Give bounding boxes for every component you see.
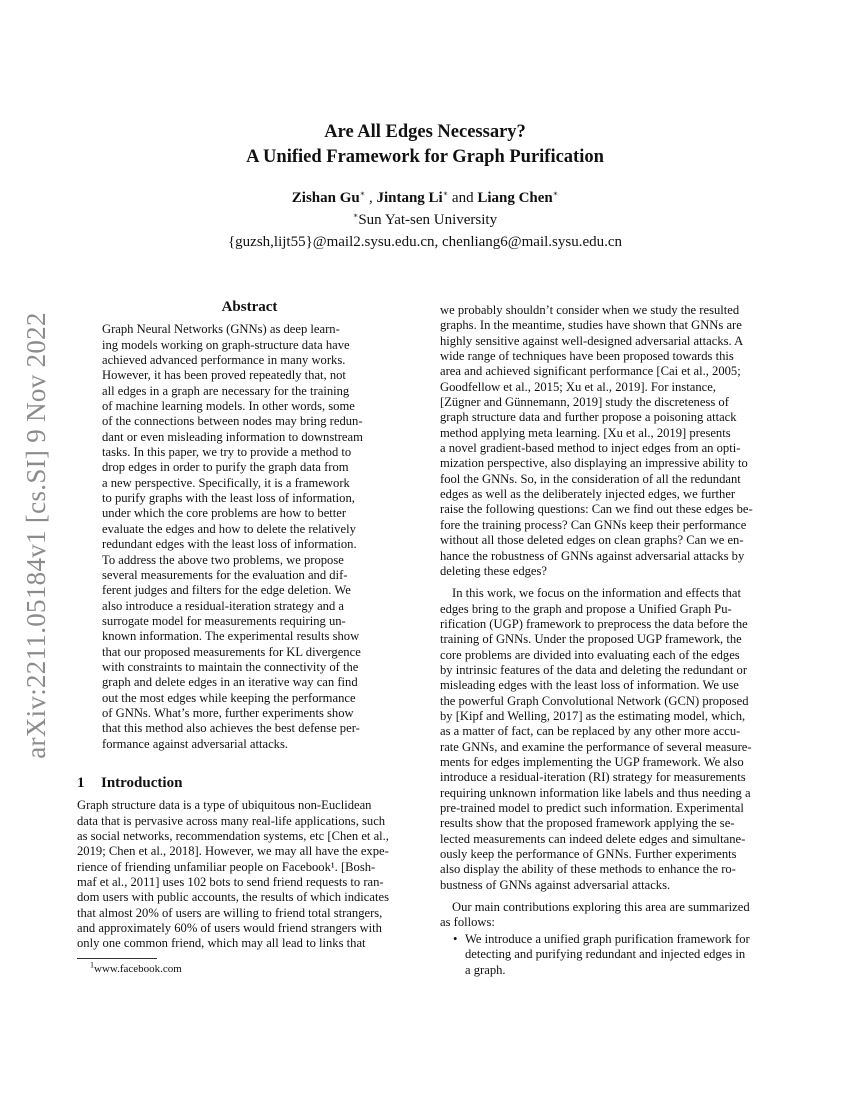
author-separator: and bbox=[451, 190, 474, 206]
abstract-line: under which the core problems are how to better bbox=[102, 506, 347, 521]
section-title: Introduction bbox=[101, 775, 183, 791]
body-line: fool the GNNs. So, in the consideration of all the redundant bbox=[440, 471, 741, 486]
abstract-line: of the connections between nodes may bring redun- bbox=[102, 414, 363, 429]
body-line: Our main contributions exploring this area are summarized bbox=[452, 900, 750, 915]
intro-line: dom users with public accounts, the results of which indicates bbox=[77, 890, 389, 905]
abstract-line: drop edges in order to purify the graph data from bbox=[102, 460, 349, 475]
body-line: graph structure data and further propose a poisoning attack bbox=[440, 410, 737, 425]
bullet-marker: • bbox=[453, 932, 458, 946]
body-line: core problems are divided into evaluating each of the edges bbox=[440, 647, 740, 662]
body-line: without all those deleted edges on clean graphs? Can we en- bbox=[440, 533, 744, 548]
abstract-line: that our proposed measurements for KL divergence bbox=[102, 644, 361, 659]
abstract-line: ing models working on graph-structure data have bbox=[102, 337, 350, 352]
footnote-rule bbox=[77, 958, 157, 959]
abstract-line: achieved advanced performance in many works. bbox=[102, 353, 346, 368]
intro-line: and approximately 60% of users would friend strangers with bbox=[77, 921, 382, 936]
abstract-line: dant or even misleading information to downstream bbox=[102, 429, 363, 444]
body-line: misleading edges with the least loss of information. We use bbox=[440, 678, 739, 693]
section-heading bbox=[77, 776, 412, 791]
abstract-section bbox=[102, 300, 397, 752]
intro-line: that almost 20% of users are willing to friend total strangers, bbox=[77, 905, 383, 920]
author-separator: , bbox=[368, 190, 373, 206]
body-line: ments for edges implementing the UGP framework. We also bbox=[440, 754, 744, 769]
paragraph-continued bbox=[440, 303, 775, 579]
author-mark: ∗ bbox=[552, 189, 559, 198]
abstract-line: graph and delete edges in an iterative way can find bbox=[102, 675, 358, 690]
bullet-line: detecting and purifying redundant and injected edges in bbox=[465, 947, 746, 962]
abstract-line: known information. The experimental results show bbox=[102, 629, 360, 644]
author-name: Liang Chen bbox=[477, 190, 553, 206]
body-line: pre-trained model to predict such information. Experimental bbox=[440, 801, 744, 815]
intro-line: rience of friending unfamiliar people on Facebook¹. [Bosh- bbox=[77, 859, 376, 874]
arxiv-side-stamp bbox=[6, 300, 66, 770]
author-mark: ∗ bbox=[442, 189, 449, 198]
body-line: deleting these edges? bbox=[440, 563, 548, 578]
bullet-line: We introduce a unified graph purification framework for bbox=[465, 932, 750, 946]
body-line: training of GNNs. Under the proposed UGP framework, the bbox=[440, 632, 742, 647]
body-line: hance the robustness of GNNs against adversarial attacks by bbox=[440, 548, 745, 563]
footnote bbox=[90, 960, 182, 975]
right-column bbox=[440, 303, 775, 931]
author-mark: ∗ bbox=[359, 189, 366, 198]
intro-line: maf et al., 2011] uses 102 bots to send friend requests to ran- bbox=[77, 875, 384, 890]
body-line: Goodfellow et al., 2015; Xu et al., 2019]. For instance, bbox=[440, 379, 716, 394]
body-line: area and achieved significant performance [Cai et al., 2005; bbox=[440, 364, 741, 379]
body-line: fore the training process? Can GNNs keep their performance bbox=[440, 517, 747, 532]
body-line: edges as well as the deliberately injected edges, we further bbox=[440, 487, 736, 502]
body-line: rate GNNs, and examine the performance of several measure- bbox=[440, 739, 752, 754]
body-line: In this work, we focus on the information and effects that bbox=[452, 586, 741, 601]
abstract-line: To address the above two problems, we propose bbox=[102, 552, 344, 567]
author-name: Zishan Gu bbox=[291, 190, 360, 206]
abstract-line: tasks. In this paper, we try to provide a method to bbox=[102, 445, 352, 460]
body-line: also display the ability of these methods to enhance the ro- bbox=[440, 862, 736, 877]
body-line: graphs. In the meantime, studies have shown that GNNs are bbox=[440, 318, 742, 333]
abstract-line: of machine learning models. In other words, some bbox=[102, 399, 355, 414]
intro-line: as social networks, recommendation systems, etc [Chen et al., bbox=[77, 829, 389, 844]
affiliation-name: Sun Yat-sen University bbox=[358, 212, 498, 228]
abstract-line: also introduce a residual-iteration strategy and a bbox=[102, 598, 344, 613]
abstract-line: a new perspective. Specifically, it is a framework bbox=[102, 475, 350, 490]
affiliation-mark: ∗ bbox=[352, 211, 359, 220]
body-line: as a matter of fact, can be replaced by any other more accu- bbox=[440, 724, 741, 739]
body-line: introduce a residual-iteration (RI) strategy for measurements bbox=[440, 770, 746, 785]
abstract-line: redundant edges with the least loss of information. bbox=[102, 537, 357, 552]
abstract-line: out the most edges while keeping the performance bbox=[102, 690, 356, 705]
body-line: wide range of techniques have been proposed towards this bbox=[440, 349, 734, 364]
body-line: highly sensitive against well-designed adversarial attacks. A bbox=[440, 333, 744, 348]
arxiv-id-text: arXiv:2211.05184v1 [cs.SI] 9 Nov 2022 bbox=[20, 311, 51, 759]
body-line: the powerful Graph Convolutional Network (GCN) proposed bbox=[440, 693, 749, 708]
footnote-link[interactable]: www.facebook.com bbox=[94, 963, 182, 975]
body-line: as follows: bbox=[440, 915, 495, 930]
abstract-line: with constraints to maintain the connectivity of the bbox=[102, 659, 359, 674]
body-line: edges bring to the graph and propose a Unified Graph Pu- bbox=[440, 601, 732, 616]
abstract-line: all edges in a graph are necessary for the training bbox=[102, 383, 350, 398]
introduction-section bbox=[77, 776, 412, 952]
section-number: 1 bbox=[77, 775, 85, 791]
abstract-line: evaluate the edges and how to delete the relatively bbox=[102, 521, 356, 536]
body-line: by intrinsic features of the data and deleting the redundant or bbox=[440, 662, 748, 677]
intro-line: 2019; Chen et al., 2018]. However, we may all have the expe- bbox=[77, 844, 389, 859]
body-line: mization perspective, also displaying an impressive ability to bbox=[440, 456, 748, 471]
abstract-line: that this method also achieves the best defense per- bbox=[102, 721, 360, 736]
paper-title-line-2: A Unified Framework for Graph Purification bbox=[246, 147, 604, 167]
affiliation bbox=[0, 212, 850, 229]
intro-line: data that is pervasive across many real-life applications, such bbox=[77, 813, 386, 828]
paragraph-contributions bbox=[440, 900, 775, 931]
author-name: Jintang Li bbox=[376, 190, 443, 206]
body-line: requiring unknown information like labels and thus needing a bbox=[440, 785, 751, 800]
body-line: bustness of GNNs against adversarial attacks. bbox=[440, 877, 671, 892]
body-line: by [Kipf and Welling, 2017] as the estimating model, which, bbox=[440, 708, 746, 723]
body-line: results show that the proposed framework applying the se- bbox=[440, 816, 735, 831]
author-list bbox=[0, 190, 850, 207]
intro-line: only one common friend, which may all lead to links that bbox=[77, 936, 366, 951]
paragraph-ugp bbox=[440, 586, 775, 893]
bullet-line: a graph. bbox=[465, 962, 506, 977]
footnote-mark: 1 bbox=[90, 960, 94, 970]
body-line: we probably shouldn’t consider when we study the resulted bbox=[440, 303, 740, 317]
contribution-bullet bbox=[465, 932, 777, 978]
abstract-heading: Abstract bbox=[221, 299, 278, 315]
abstract-line: several measurements for the evaluation and dif- bbox=[102, 567, 348, 582]
body-line: method applying meta learning. [Xu et al., 2019] presents bbox=[440, 425, 731, 440]
body-line: a novel gradient-based method to inject edges from an opti- bbox=[440, 441, 741, 456]
body-line: [Zügner and Günnemann, 2019] study the discreteness of bbox=[440, 395, 729, 410]
abstract-body bbox=[102, 322, 397, 752]
author-emails: {guzsh,lijt55}@mail2.sysu.edu.cn, chenliang6@mail.sysu.edu.cn bbox=[227, 234, 623, 250]
body-line: ously keep the performance of GNNs. Further experiments bbox=[440, 847, 737, 862]
body-line: rification (UGP) framework to preprocess the data before the bbox=[440, 616, 748, 631]
paper-title-line-1: Are All Edges Necessary? bbox=[324, 122, 526, 142]
abstract-line: of GNNs. What’s more, further experiments show bbox=[102, 705, 354, 720]
abstract-line: formance against adversarial attacks. bbox=[102, 736, 289, 751]
body-line: raise the following questions: Can we find out these edges be- bbox=[440, 502, 753, 517]
abstract-line: Graph Neural Networks (GNNs) as deep learn- bbox=[102, 322, 340, 337]
abstract-line: ferent judges and filters for the edge deletion. We bbox=[102, 583, 351, 598]
abstract-line: surrogate model for measurements requiring un- bbox=[102, 613, 346, 628]
body-line: lected measurements can indeed delete edges and simultane- bbox=[440, 831, 746, 846]
intro-line: Graph structure data is a type of ubiquitous non-Euclidean bbox=[77, 798, 372, 813]
abstract-line: However, it has been proved repeatedly that, not bbox=[102, 368, 346, 383]
abstract-line: to purify graphs with the least loss of information, bbox=[102, 491, 355, 506]
